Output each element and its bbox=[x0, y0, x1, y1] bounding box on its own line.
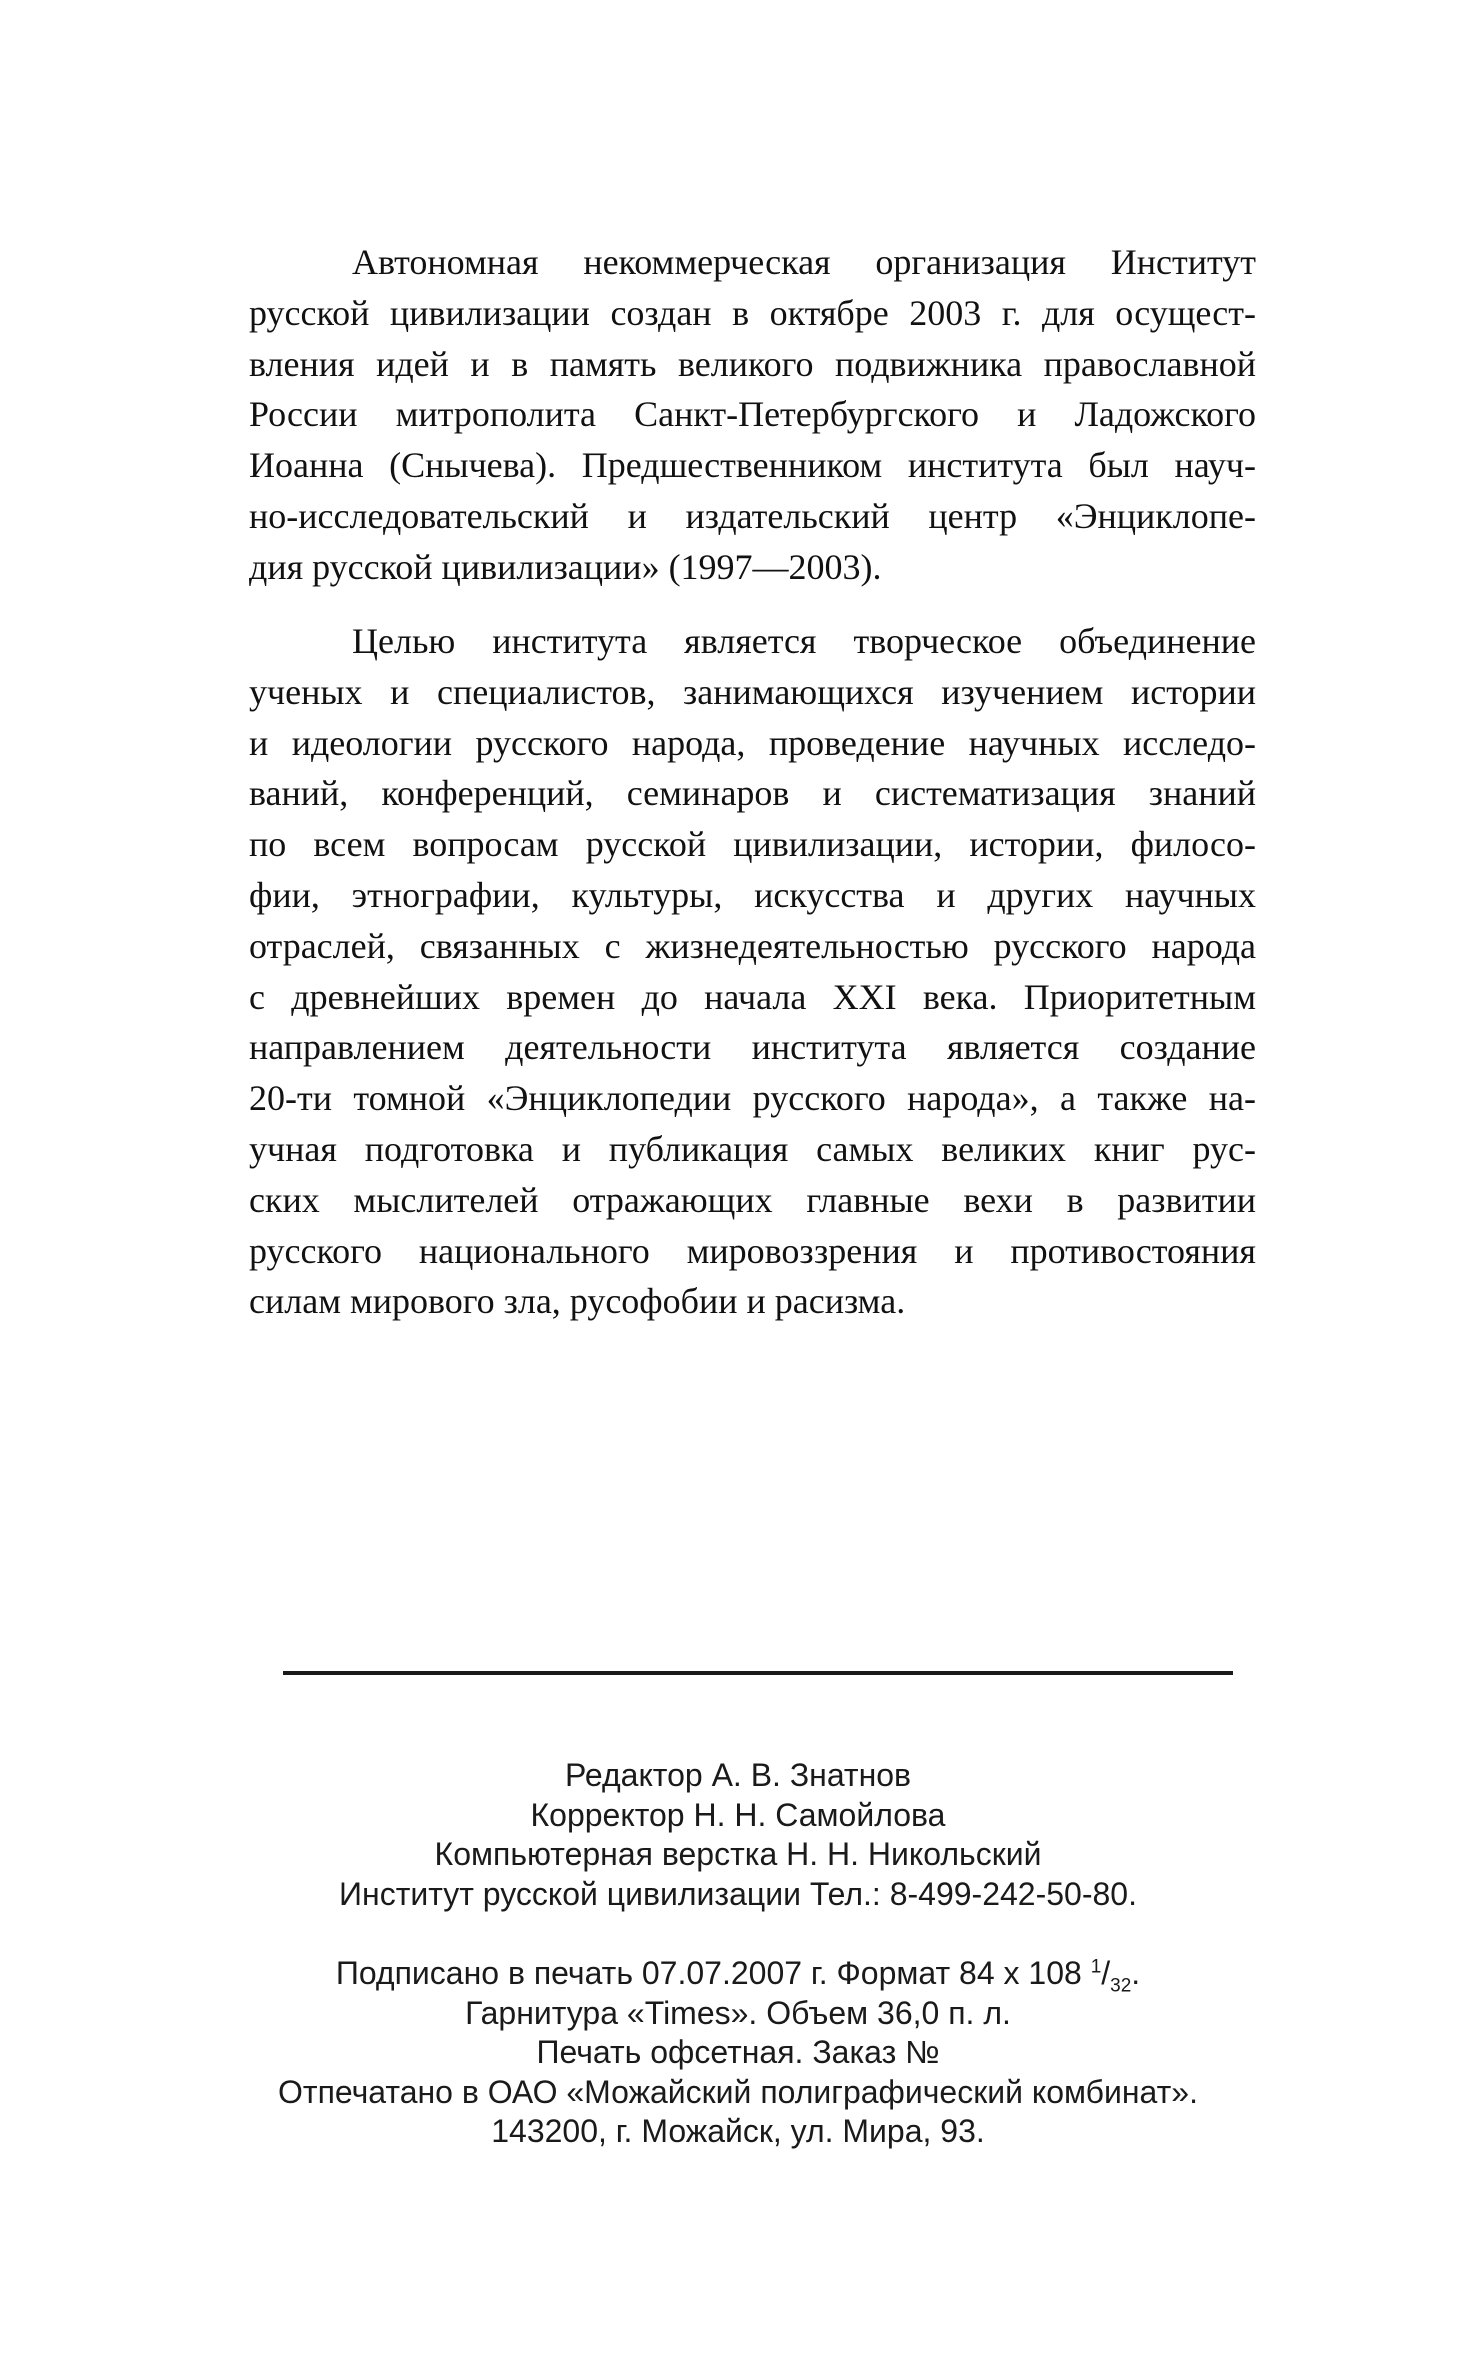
text-line: Автономная некоммерческая организация Институт bbox=[352, 242, 1256, 282]
text-line: с древнейших времен до начала XXI века. Приоритетным bbox=[249, 976, 1256, 1017]
institute-description-paragraph bbox=[249, 237, 1256, 593]
text-line: русского национального мировоззрения и противостояния bbox=[249, 1230, 1256, 1271]
editor-credit: Редактор А. В. Знатнов bbox=[564, 1757, 912, 1793]
address-line: 143200, г. Можайск, ул. Мира, 93. bbox=[491, 2113, 985, 2149]
section-divider bbox=[283, 1671, 1233, 1675]
signed-to-print-line bbox=[138, 1954, 1338, 1997]
text-line: силам мирового зла, русофобии и расизма. bbox=[249, 1281, 906, 1322]
text-line: но-исследовательский и издательский центр «Энциклопе- bbox=[249, 495, 1256, 536]
text-line: Целью института является творческое объединение bbox=[352, 621, 1256, 661]
text-line: 20-ти томной «Энциклопедии русского народа», а также на- bbox=[249, 1078, 1256, 1119]
layout-credit: Компьютерная верстка Н. Н. Никольский bbox=[434, 1836, 1042, 1872]
text-line: России митрополита Санкт-Петербургского и Ладожского bbox=[249, 394, 1256, 435]
format-fraction: $^1/_{32}$ bbox=[1090, 1955, 1132, 1997]
text-line: ученых и специалистов, занимающихся изучением истории bbox=[249, 671, 1256, 712]
text-line: русской цивилизации создан в октябре 2003 г. для осущест- bbox=[249, 292, 1256, 333]
printed-by-line: Отпечатано в ОАО «Можайский полиграфический комбинат». bbox=[278, 2073, 1198, 2110]
publisher-contact: Институт русской цивилизации Тел.: 8-499-242-50-80. bbox=[339, 1875, 1137, 1912]
typeface-line: Гарнитура «Times». Объем 36,0 п. л. bbox=[465, 1994, 1011, 2031]
credits-block bbox=[138, 1756, 1338, 1914]
text-line: Иоанна (Снычева). Предшественником института был науч- bbox=[249, 445, 1256, 486]
proofreader-credit: Корректор Н. Н. Самойлова bbox=[530, 1796, 946, 1833]
institute-goals-paragraph bbox=[249, 616, 1256, 1327]
text-line: направлением деятельности института является создание bbox=[249, 1027, 1256, 1068]
print-type-line: Печать офсетная. Заказ № bbox=[536, 2034, 940, 2070]
print-info-block bbox=[138, 1954, 1338, 2152]
text-line: вления идей и в память великого подвижника православной bbox=[249, 343, 1256, 384]
text-line: фии, этнографии, культуры, искусства и других научных bbox=[249, 874, 1256, 915]
signed-suffix: . bbox=[1131, 1955, 1141, 1991]
text-line: ских мыслителей отражающих главные вехи в развитии bbox=[249, 1179, 1256, 1220]
text-line: отраслей, связанных с жизнедеятельностью русского народа bbox=[249, 925, 1256, 966]
signed-to-print-text: Подписано в печать 07.07.2007 г. Формат 84 х 108 bbox=[335, 1955, 1091, 1991]
format-numerator: 1 bbox=[1090, 1956, 1102, 1978]
text-line: ваний, конференций, семинаров и систематизация знаний bbox=[249, 773, 1256, 814]
format-denominator: 32 bbox=[1110, 1975, 1132, 1997]
text-line: и идеологии русского народа, проведение научных исследо- bbox=[249, 722, 1256, 763]
text-line: учная подготовка и публикация самых великих книг рус- bbox=[249, 1128, 1256, 1169]
text-line: по всем вопросам русской цивилизации, истории, филосо- bbox=[249, 824, 1256, 865]
text-line: дия русской цивилизации» (1997—2003). bbox=[249, 546, 882, 587]
